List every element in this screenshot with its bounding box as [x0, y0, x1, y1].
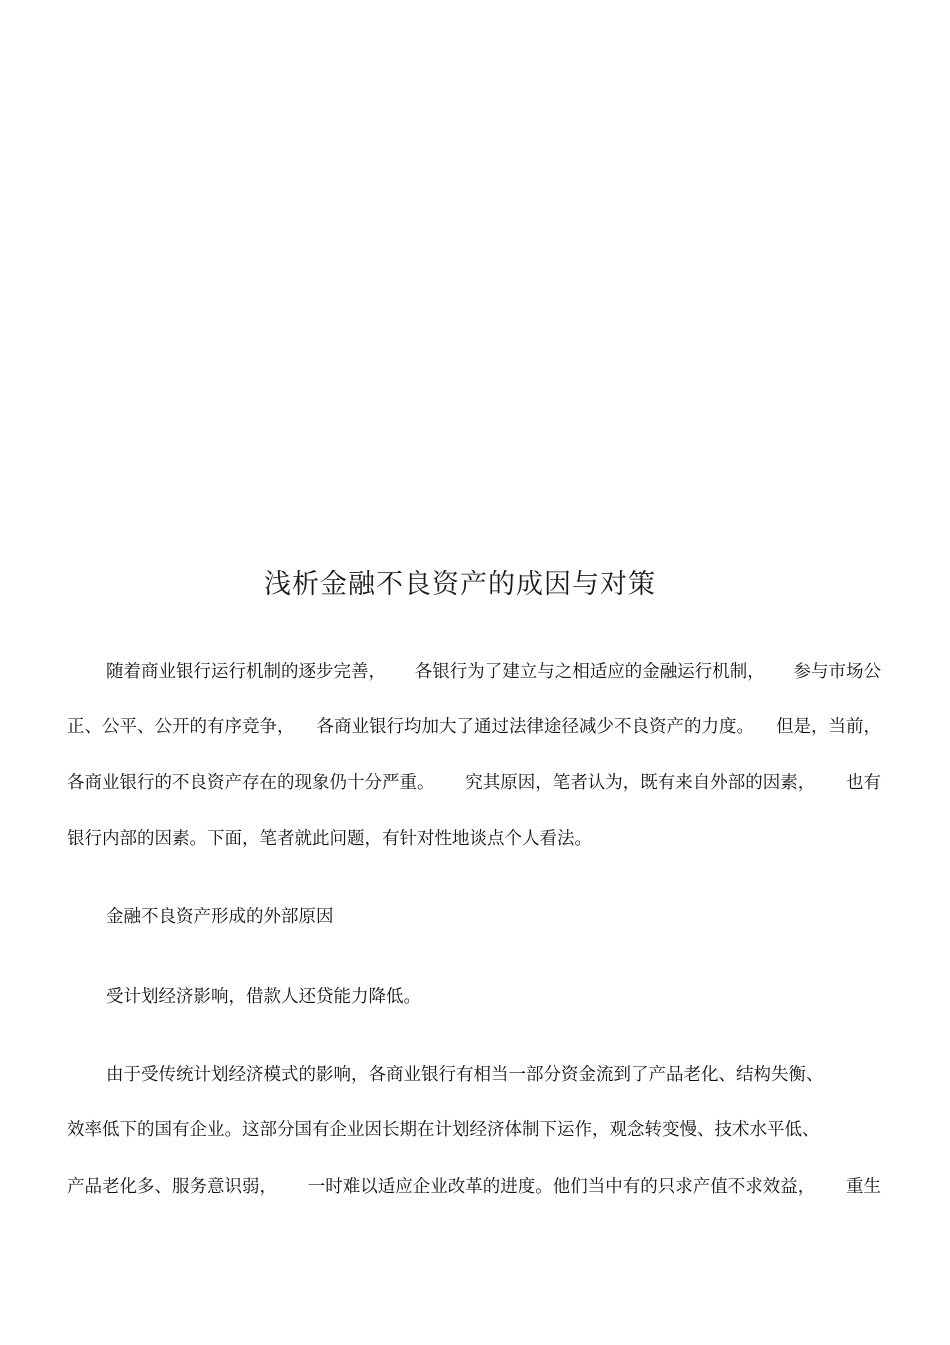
text-segment: 各商业银行的不良资产存在的现象仍十分严重。	[67, 773, 435, 793]
text-segment: 产品老化多、服务意识弱，	[67, 1177, 277, 1197]
text-segment: 但是，当前，	[776, 717, 881, 737]
paragraph-2-line-2: 效率低下的国有企业。这部分国有企业因长期在计划经济体制下运作，观念转变慢、技术水平低、	[67, 1120, 820, 1140]
paragraph-2-line-1: 由于受传统计划经济模式的影响，各商业银行有相当一部分资金流到了产品老化、结构失衡、	[106, 1065, 824, 1085]
section-heading: 金融不良资产形成的外部原因	[106, 907, 334, 927]
document-title: 浅析金融不良资产的成因与对策	[264, 569, 656, 600]
paragraph-1-line-4: 银行内部的因素。下面，笔者就此问题，有针对性地谈点个人看法。	[67, 829, 592, 849]
text-segment: 各银行为了建立与之相适应的金融运行机制，	[414, 662, 765, 682]
text-segment: 随着商业银行运行机制的逐步完善，	[106, 662, 386, 682]
text-segment: 也有	[846, 773, 881, 793]
text-segment: 各商业银行均加大了通过法律途径减少不良资产的力度。	[316, 717, 754, 737]
paragraph-1-line-3	[67, 769, 881, 797]
text-segment: 一时难以适应企业改革的进度。他们当中有的只求产值不求效益，	[307, 1177, 816, 1197]
text-segment: 究其原因，笔者认为，既有来自外部的因素，	[465, 773, 816, 793]
text-segment: 参与市场公	[793, 662, 881, 682]
subsection-heading: 受计划经济影响，借款人还贷能力降低。	[106, 987, 421, 1007]
paragraph-1-line-1	[106, 658, 881, 686]
text-segment: 正、公平、公开的有序竞争，	[67, 717, 295, 737]
paragraph-1-line-2	[67, 713, 881, 741]
text-segment: 重生	[846, 1177, 881, 1197]
paragraph-2-line-3	[67, 1173, 881, 1201]
